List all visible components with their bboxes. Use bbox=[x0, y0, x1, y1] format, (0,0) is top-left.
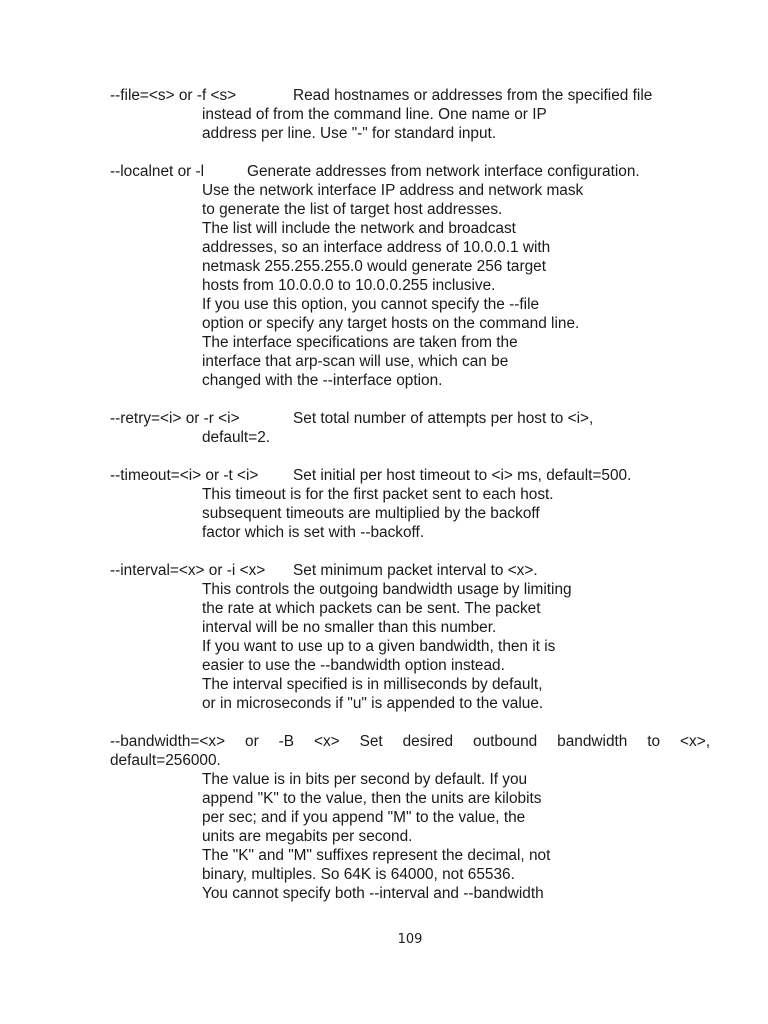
option-localnet-line: option or specify any target hosts on the command line. bbox=[202, 315, 580, 332]
option-interval-line: This controls the outgoing bandwidth usage by limiting bbox=[202, 581, 572, 598]
option-timeout-line: factor which is set with --backoff. bbox=[202, 524, 425, 541]
options-text bbox=[110, 86, 710, 922]
option-timeout-header bbox=[110, 466, 710, 485]
option-localnet-line: to generate the list of target host addresses. bbox=[202, 201, 503, 218]
option-localnet-summary: Generate addresses from network interface configuration. bbox=[247, 163, 640, 180]
option-interval-line: The interval specified is in milliseconds by default, bbox=[202, 676, 543, 693]
option-localnet-line: hosts from 10.0.0.0 to 10.0.0.255 inclusive. bbox=[202, 277, 496, 294]
option-timeout-line: subsequent timeouts are multiplied by the backoff bbox=[202, 505, 540, 522]
option-localnet-name: --localnet or -l bbox=[110, 163, 205, 180]
option-timeout-line: This timeout is for the first packet sent to each host. bbox=[202, 486, 554, 503]
option-bandwidth-line: append "K" to the value, then the units are kilobits bbox=[202, 790, 542, 807]
option-localnet-line: If you use this option, you cannot specify the --file bbox=[202, 296, 540, 313]
option-bandwidth-line: The "K" and "M" suffixes represent the decimal, not bbox=[202, 847, 551, 864]
option-interval-line: If you want to use up to a given bandwidth, then it is bbox=[202, 638, 556, 655]
option-localnet-line: netmask 255.255.255.0 would generate 256 target bbox=[202, 258, 546, 275]
option-file-summary: Read hostnames or addresses from the specified file bbox=[293, 87, 653, 104]
option-localnet-line: addresses, so an interface address of 10.0.0.1 with bbox=[202, 239, 551, 256]
option-bandwidth-line: binary, multiples. So 64K is 64000, not 65536. bbox=[202, 866, 515, 883]
option-retry bbox=[110, 409, 710, 447]
option-timeout-name: --timeout=<i> or -t <i> bbox=[110, 467, 259, 484]
option-localnet-line: changed with the --interface option. bbox=[202, 372, 443, 389]
option-bandwidth bbox=[110, 732, 710, 903]
option-localnet-line: Use the network interface IP address and network mask bbox=[202, 182, 584, 199]
option-file-line: address per line. Use "-" for standard input. bbox=[202, 125, 497, 142]
option-interval-line: easier to use the --bandwidth option instead. bbox=[202, 657, 505, 674]
option-interval-name: --interval=<x> or -i <x> bbox=[110, 562, 266, 579]
option-retry-summary: Set total number of attempts per host to <i>, bbox=[293, 410, 594, 427]
option-localnet-header bbox=[110, 162, 710, 181]
option-file-name: --file=<s> or -f <s> bbox=[110, 87, 237, 104]
option-interval-line: or in microseconds if "u" is appended to the value. bbox=[202, 695, 544, 712]
option-bandwidth-line: The value is in bits per second by default. If you bbox=[202, 771, 528, 788]
option-bandwidth-line: You cannot specify both --interval and --bandwidth bbox=[202, 885, 544, 902]
option-file bbox=[110, 86, 710, 143]
option-localnet-line: The list will include the network and broadcast bbox=[202, 220, 516, 237]
option-retry-header bbox=[110, 409, 710, 428]
option-bandwidth-line: units are megabits per second. bbox=[202, 828, 413, 845]
option-file-line: instead of from the command line. One name or IP bbox=[202, 106, 547, 123]
option-timeout bbox=[110, 466, 710, 542]
option-interval bbox=[110, 561, 710, 713]
option-file-header bbox=[110, 86, 710, 105]
option-retry-name: --retry=<i> or -r <i> bbox=[110, 410, 240, 427]
option-bandwidth-default: default=256000. bbox=[110, 752, 221, 769]
option-timeout-summary: Set initial per host timeout to <i> ms, default=500. bbox=[293, 467, 632, 484]
page-number: 109 bbox=[397, 932, 423, 947]
option-interval-line: the rate at which packets can be sent. The packet bbox=[202, 600, 541, 617]
option-localnet bbox=[110, 162, 710, 390]
option-bandwidth-header: --bandwidth=<x> or -B <x> Set desired outbound bandwidth to <x>, bbox=[110, 733, 710, 750]
option-interval-line: interval will be no smaller than this number. bbox=[202, 619, 497, 636]
option-localnet-line: The interface specifications are taken from the bbox=[202, 334, 518, 351]
option-interval-header bbox=[110, 561, 710, 580]
option-interval-summary: Set minimum packet interval to <x>. bbox=[293, 562, 538, 579]
option-bandwidth-line: per sec; and if you append "M" to the value, the bbox=[202, 809, 526, 826]
option-retry-line: default=2. bbox=[202, 429, 271, 446]
option-localnet-line: interface that arp-scan will use, which can be bbox=[202, 353, 509, 370]
